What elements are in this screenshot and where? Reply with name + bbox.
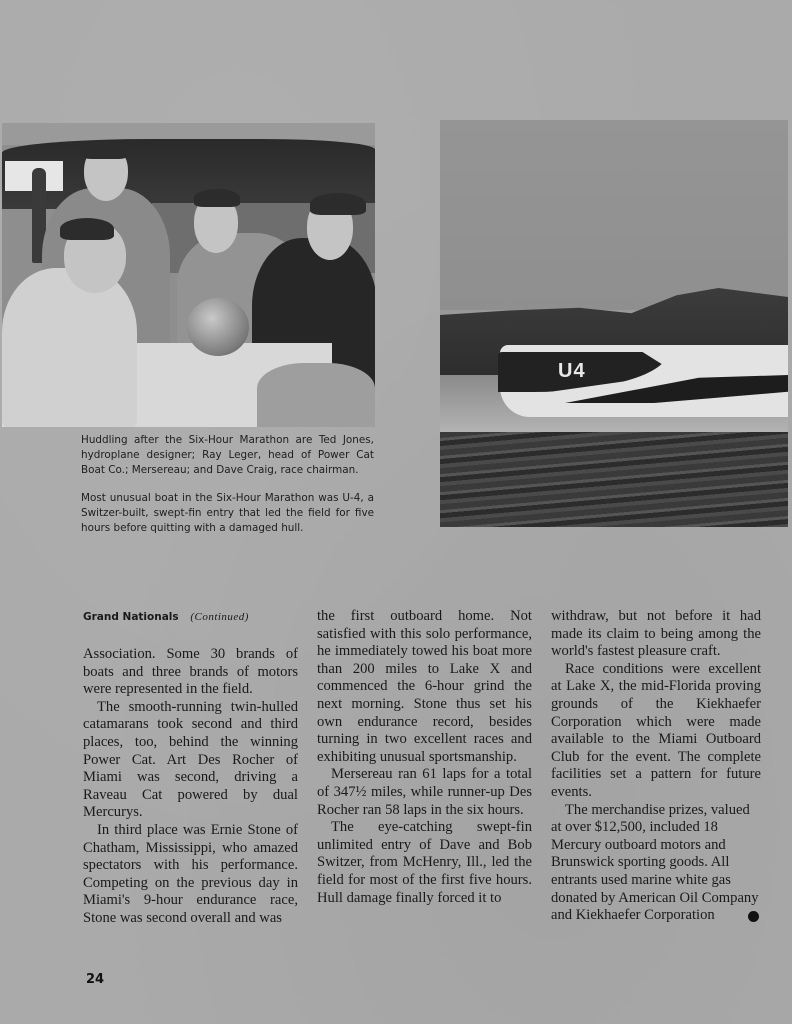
section-continued: (Continued) — [190, 611, 249, 623]
photo-sky — [440, 120, 788, 310]
paragraph-text: The merchandise prizes, valued at over $12,500, included 18 Mercury outboard motors and Brunswick sporting goods. All entrants used marine white gas donated by American Oil Company and Kiekhaefer Corporation — [551, 801, 759, 924]
person-middle-hair — [194, 189, 240, 207]
section-title: Grand Nationals — [83, 611, 179, 623]
boat-photo-caption: Most unusual boat in the Six-Hour Marathon was U-4, a Switzer-built, swept-fin entry that led the field for five hours before quitting with a damaged hull. — [81, 492, 374, 534]
paragraph: Race conditions were excellent at Lake X, the mid-Florida proving grounds of the Kiekhaefer Corporation which were made available to the Miami Outboard Club for the event. The complete facilities set a pattern for future events. — [551, 660, 761, 800]
article-column-2 — [317, 608, 532, 907]
person-right-hair — [310, 193, 366, 215]
paragraph: The eye-catching swept-fin unlimited entry of Dave and Bob Switzer, from McHenry, Ill., led the field for most of the first five hours. Hull damage finally forced it to — [317, 819, 532, 906]
paragraph: the first outboard home. Not satisfied with this solo performance, he immediately towed his boat more than 200 miles to Lake X and commenced the 6-hour grind the next morning. Stone thus set his own endurance record, besides turning in two excellent races and exhibiting unusual sportsmanship. — [317, 608, 532, 765]
group-photo-caption: Huddling after the Six-Hour Marathon are Ted Jones, hydroplane designer; Ray Leger, head of Power Cat Boat Co.; Mersereau; and Dave Craig, race chairman. — [81, 434, 374, 476]
boat-photo — [440, 120, 788, 527]
section-header — [83, 611, 249, 623]
photo-water — [440, 432, 788, 527]
paragraph-final — [551, 802, 761, 925]
racing-helmet — [187, 298, 249, 356]
person-seated — [2, 268, 137, 427]
person-standing-hair — [82, 141, 128, 159]
paragraph: Association. Some 30 brands of boats and three brands of motors were represented in the field. — [83, 646, 298, 698]
article-column-3 — [551, 608, 761, 925]
person-seated-hair — [60, 218, 114, 240]
end-of-article-bullet-icon — [748, 911, 759, 922]
paragraph: withdraw, but not before it had made its claim to being among the world's fastest pleasure craft. — [551, 608, 761, 660]
article-column-1 — [83, 646, 298, 928]
paragraph: In third place was Ernie Stone of Chatham, Mississippi, who amazed spectators with his performance. Competing on the previous day in Miami's 9-hour endurance race, Stone was second overall and was — [83, 821, 298, 926]
helmet-bag — [257, 363, 375, 427]
paragraph: The smooth-running twin-hulled catamarans took second and third places, too, behind the winning Power Cat. Art Des Rocher of Miami was second, driving a Raveau Cat powered by dual Mercurys. — [83, 698, 298, 821]
paragraph: Mersereau ran 61 laps for a total of 347½ miles, while runner-up Des Rocher ran 58 laps in the six hours. — [317, 766, 532, 818]
group-photo — [2, 123, 375, 427]
boat-number: U4 — [558, 360, 586, 382]
page-number: 24 — [86, 972, 105, 987]
